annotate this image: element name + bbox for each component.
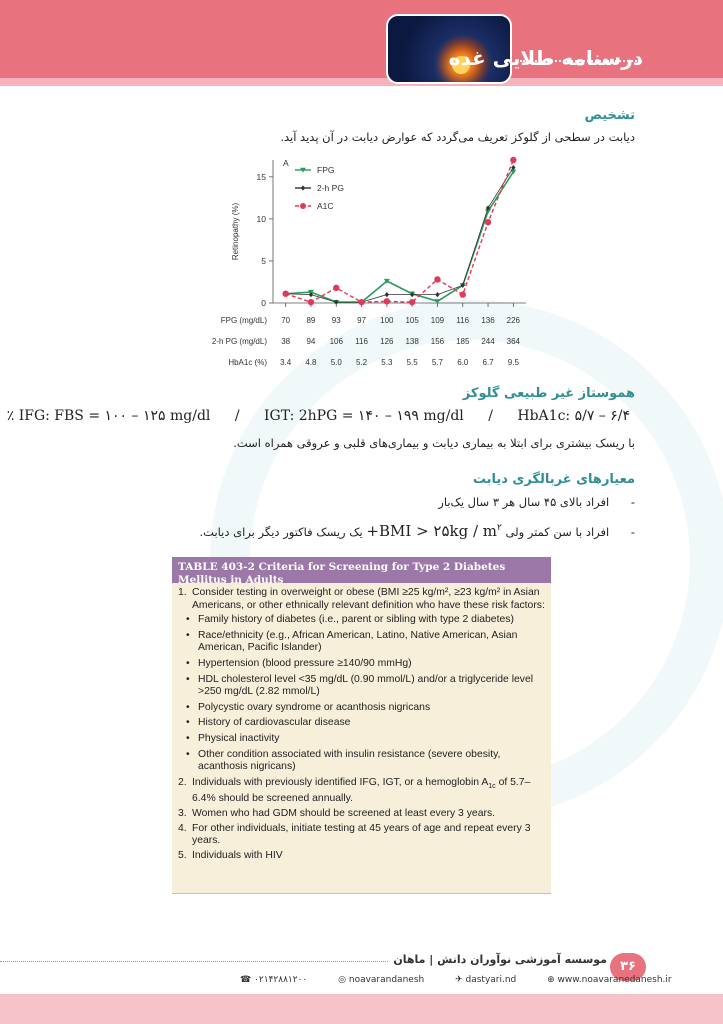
y-tick-label: 0 (261, 298, 266, 308)
bullet-dot: • (186, 701, 190, 713)
legend-label: 2-h PG (317, 183, 344, 193)
screening-bullet-1 (438, 495, 635, 509)
row-value: 109 (430, 316, 445, 325)
row-value: 226 (506, 316, 521, 325)
row-value: 105 (405, 316, 419, 325)
row-value: 94 (306, 337, 316, 346)
row-label: FPG (mg/dL) (220, 316, 267, 325)
bullet-dot: • (186, 614, 190, 626)
y-tick-label: 5 (261, 255, 266, 266)
bullet-dot: • (186, 629, 190, 641)
igt-criterion: IGT: 2hPG = ۱۴۰ – ۱۹۹ mg/dl (264, 408, 464, 424)
page-number: ۳۶ (610, 953, 646, 981)
data-point-2-h-pg (385, 292, 389, 297)
data-point-a1c (510, 157, 516, 163)
row-value: 106 (329, 337, 343, 346)
instagram-link[interactable]: ◎ noavarandanesh (338, 975, 425, 985)
risk-factor-item (186, 630, 545, 655)
row-value: 9.5 (507, 358, 519, 367)
table-item (178, 823, 545, 848)
risk-factor-item (186, 749, 545, 774)
risk-factor-text: Physical inactivity (198, 732, 280, 744)
row-value: 185 (456, 337, 470, 346)
row-value: 97 (357, 316, 367, 325)
table-heading: TABLE 403-2 Criteria for Screening for Type 2 Diabetes Mellitus in Adults (172, 557, 551, 583)
phone-link[interactable]: ☎ ۰۲۱۴۲۸۸۱۲۰۰ (240, 975, 308, 985)
row-value: 156 (430, 337, 445, 346)
row-label: HbA1c (%) (228, 358, 267, 367)
item-text-a: Individuals with previously identified IFG, IGT, or a hemoglobin A (192, 776, 489, 788)
diagnosis-title: تشخیص (584, 108, 635, 123)
risk-factor-item (186, 674, 545, 699)
data-point-a1c (358, 299, 364, 305)
data-point-a1c (434, 276, 440, 282)
row-value: 100 (380, 316, 394, 325)
risk-factor-text: Other condition associated with insulin resistance (severe obesity, acanthosis nigricans) (198, 748, 501, 773)
item-text: Women who had GDM should be screened at least every 3 years. (192, 807, 496, 819)
page-header-title: درسنامه طلایی غده (448, 46, 643, 70)
glucose-criteria-line (6, 408, 630, 424)
table-item (178, 808, 545, 821)
data-point-a1c (409, 299, 415, 305)
data-point-a1c (308, 299, 314, 305)
row-label: 2-h PG (mg/dL) (211, 337, 267, 346)
bullet-dot: • (186, 673, 190, 685)
row-value: 5.2 (355, 358, 368, 367)
table-item (178, 777, 545, 806)
bullet-dot: • (186, 657, 190, 669)
row-value: 4.8 (305, 358, 317, 367)
separator: / (234, 408, 240, 424)
item-text-b: of 5.7–6.4% should be screened annually. (192, 776, 531, 805)
row-value: 3.4 (280, 358, 292, 367)
data-point-2-h-pg (435, 292, 439, 297)
website-text: www.noavaranedanesh.ir (557, 975, 672, 985)
risk-factor-item (186, 658, 545, 671)
series-line-a1c (286, 160, 514, 302)
risk-factor-text: Race/ethnicity (e.g., African American, Latino, Native American, Asian American, Pacific Islander) (198, 629, 518, 654)
y-tick-label: 15 (256, 171, 266, 182)
table-item (178, 587, 545, 612)
bullet-dot: • (186, 732, 190, 744)
data-point-a1c (485, 219, 491, 225)
bullet-text-prefix: افراد با سن کمتر ولی (505, 525, 610, 539)
bullet-dot: • (186, 717, 190, 729)
data-point-a1c (282, 291, 288, 297)
row-value: 136 (481, 316, 495, 325)
risk-factor-text: Polycystic ovary syndrome or acanthosis nigricans (198, 701, 431, 713)
bmi-value: BMI > ۲۵kg / m (379, 522, 498, 540)
screening-title: معیارهای غربالگری دیابت (472, 472, 635, 487)
row-value: 6.0 (457, 358, 469, 367)
risk-factor-item (186, 733, 545, 746)
row-value: 5.3 (381, 358, 393, 367)
item-text: Consider testing in overweight or obese (BMI ≥25 kg/m², ≥23 kg/m² in Asian Americans, or other ethnically relevant definition who have these risk factors: (192, 587, 545, 611)
screening-criteria-table (172, 557, 551, 894)
item-subscript: 1c (488, 782, 496, 790)
instagram-text: noavarandanesh (348, 975, 425, 985)
bmi-plus: + (366, 522, 379, 540)
row-value: 126 (380, 337, 394, 346)
row-value: 89 (306, 316, 316, 325)
row-value: 244 (481, 337, 495, 346)
table-body (172, 583, 551, 862)
row-value: 93 (331, 316, 341, 325)
risk-factor-text: History of cardiovascular disease (198, 717, 351, 729)
data-point-a1c (333, 285, 339, 291)
row-value: 138 (405, 337, 419, 346)
item-text: Individuals with HIV (192, 849, 283, 861)
bullet-text: افراد بالای ۴۵ سال هر ۳ سال یک‌بار (438, 495, 610, 509)
phone-text: ۰۲۱۴۲۸۸۱۲۰۰ (254, 975, 308, 985)
risk-text: با ریسک بیشتری برای ابتلا به بیماری دیابت و بیماری‌های قلبی و عروقی همراه است. (233, 436, 635, 450)
legend-marker (301, 185, 305, 190)
bmi-criterion (366, 522, 501, 540)
row-value: 116 (456, 316, 470, 325)
bullet-dot: • (186, 748, 190, 760)
footer-links (240, 975, 700, 985)
risk-factor-text: HDL cholesterol level <35 mg/dL (0.90 mmol/L) and/or a triglyceride level >250 mg/dL (2.82 mmol/L) (198, 673, 534, 698)
footer-band (0, 994, 723, 1024)
item-number: 3. (178, 807, 187, 819)
risk-factor-item (186, 702, 545, 715)
row-value: 5.7 (431, 358, 444, 367)
retinopathy-chart-svg (210, 150, 530, 380)
item-number: 4. (178, 822, 187, 834)
risk-factor-text: Family history of diabetes (i.e., parent or sibling with type 2 diabetes) (198, 614, 514, 626)
row-value: 6.7 (482, 358, 494, 367)
footer-title: موسسه آموزشی نوآوران دانش | ماهان (389, 953, 611, 966)
telegram-link[interactable]: ✈ dastyari.nd (455, 975, 517, 985)
homeostasis-title: هموستاز غیر طبیعی گلوکز (462, 386, 635, 401)
retinopathy-chart (210, 150, 530, 380)
risk-factor-item (186, 614, 545, 627)
row-value: 116 (355, 337, 368, 346)
diagnosis-text: دیابت در سطحی از گلوکز تعریف می‌گردد که عوارض دیابت در آن پدید آید. (280, 130, 635, 144)
table-item (178, 850, 545, 863)
risk-factor-text: Hypertension (blood pressure ≥140/90 mmHg) (198, 657, 412, 669)
bullet-dash: - (630, 525, 635, 539)
item-number: 1. (178, 587, 187, 598)
website-link[interactable]: ⊕ www.noavaranedanesh.ir (547, 975, 672, 985)
ifg-criterion: IFG: FBS = ۱۰۰ – ۱۲۵ mg/dl (18, 408, 211, 424)
bullet-text-suffix: یک ریسک فاکتور دیگر برای دیابت. (199, 525, 363, 539)
row-value: 38 (281, 337, 291, 346)
panel-label: A (283, 158, 289, 168)
telegram-text: dastyari.nd (465, 975, 517, 985)
screening-bullet-2 (200, 522, 636, 540)
bullet-dash: - (630, 495, 635, 509)
y-tick-label: 10 (256, 213, 266, 224)
bmi-exponent: ۲ (497, 523, 502, 533)
separator: / (488, 408, 493, 424)
row-value: 5.5 (406, 358, 418, 367)
legend-marker (300, 203, 306, 209)
hba1c-criterion: HbA1c: ۵/۷ – ۶/۴ ٪ (6, 408, 630, 424)
legend-label: A1C (317, 201, 334, 211)
data-point-a1c (384, 298, 390, 304)
row-value: 70 (281, 316, 291, 325)
item-number: 5. (178, 849, 187, 861)
y-axis-label: Retinopathy (%) (231, 202, 240, 261)
data-point-a1c (460, 291, 466, 297)
legend-label: FPG (317, 165, 335, 175)
item-number: 2. (178, 776, 187, 788)
row-value: 364 (506, 337, 521, 346)
row-value: 5.0 (330, 358, 342, 367)
risk-factor-item (186, 717, 545, 730)
item-text: For other individuals, initiate testing at 45 years of age and repeat every 3 years. (192, 822, 531, 847)
